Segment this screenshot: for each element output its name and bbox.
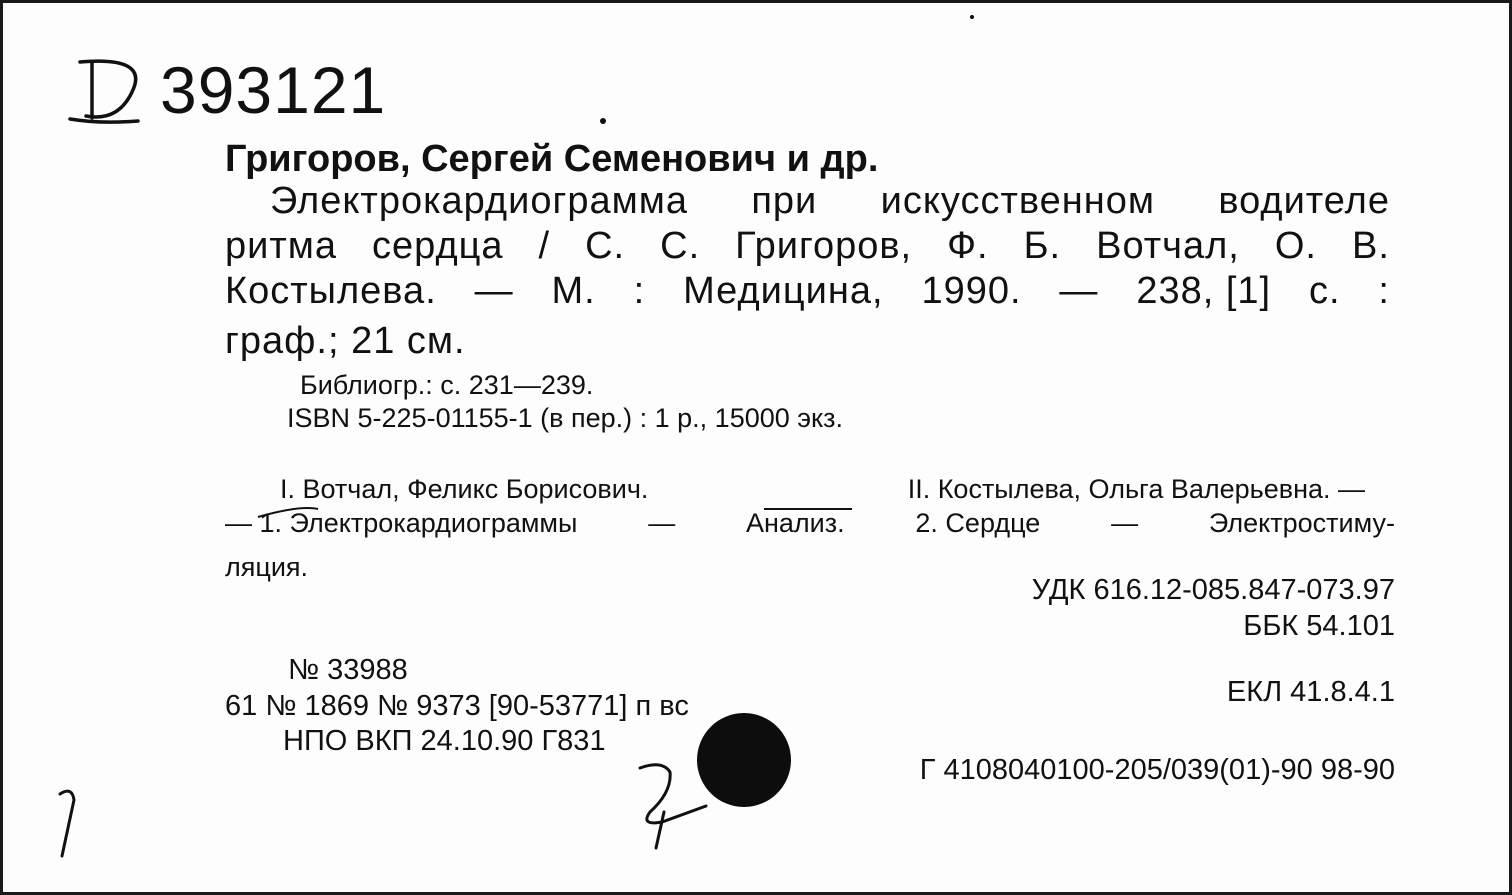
speck (600, 118, 606, 124)
print-info-line-3: НПО ВКП 24.10.90 Г831 (283, 725, 606, 757)
desc-word: С. (660, 225, 701, 267)
desc-word: : (633, 270, 646, 312)
desc-word: О. (1274, 225, 1317, 267)
desc-word: водителе (1218, 180, 1390, 222)
desc-word: Б. (1023, 225, 1062, 267)
description-line-2 (225, 225, 1390, 268)
description-line-3 (225, 270, 1390, 313)
desc-word: — (1059, 270, 1099, 312)
desc-word: Медицина, (683, 270, 884, 312)
desc-word: Вотчал, (1096, 225, 1240, 267)
tracing-entry: — (1111, 508, 1139, 538)
ekl-classification: ЕКЛ 41.8.4.1 (1226, 676, 1395, 708)
desc-word: : (1378, 270, 1390, 312)
publisher-code: Г 4108040100-205/039(01)-90 98-90 (919, 754, 1395, 786)
desc-word: ритма (225, 225, 338, 267)
print-info-line-2: 61 № 1869 № 9373 [90-53771] п вс (225, 690, 689, 722)
desc-word: искусственном (880, 180, 1155, 222)
tracing-entry: — 1. Электрокардиограммы (225, 508, 578, 538)
tracing-entry: — (648, 508, 676, 538)
desc-word: Григоров, (735, 225, 913, 267)
desc-word: сердца (372, 225, 504, 267)
bbk-classification: ББК 54.101 (1243, 610, 1395, 642)
tracing-entry: II. Костылева, Ольга Валерьевна. — (907, 474, 1365, 504)
handwritten-7-mark (60, 791, 74, 856)
tracing-entry: 2. Сердце (915, 508, 1041, 538)
bibliography-note: Библиогр.: с. 231—239. (300, 370, 594, 400)
call-number: 393121 (160, 53, 387, 127)
desc-word: С. (585, 225, 626, 267)
description-line-4: граф.; 21 см. (225, 320, 466, 362)
desc-word: М. (551, 270, 596, 312)
print-info-line-1: № 33988 (288, 654, 408, 686)
desc-word: — (474, 270, 514, 312)
tracing-entry: Анализ. (745, 508, 845, 538)
ink-stamp-dot (697, 713, 791, 807)
tracing-line-3: ляция. (225, 552, 309, 582)
author-heading: Григоров, Сергей Семенович и др. (225, 138, 879, 180)
isbn-note: ISBN 5-225-01155-1 (в пер.) : 1 р., 15000 экз. (287, 403, 844, 433)
desc-word: при (751, 180, 818, 222)
desc-word: В. (1352, 225, 1390, 267)
handwritten-2-mark (640, 765, 706, 848)
tracing-line-1 (280, 474, 1365, 505)
desc-word: / (538, 225, 551, 267)
udk-classification: УДК 616.12-085.847-073.97 (1031, 574, 1395, 606)
desc-word: Ф. (947, 225, 989, 267)
desc-word: Электрокардиограмма (270, 180, 688, 222)
desc-word: 1990. (921, 270, 1022, 312)
tracing-line-2 (225, 508, 1395, 539)
desc-word: с. (1308, 270, 1341, 312)
desc-word: Костылева. (225, 270, 437, 312)
tracing-entry: I. Вотчал, Феликс Борисович. (280, 474, 649, 504)
description-line-1 (270, 180, 1390, 223)
tracing-entry: Электростиму- (1208, 508, 1395, 538)
desc-word: 238, [1] (1136, 270, 1272, 312)
handwritten-d-mark (70, 61, 138, 122)
speck (970, 15, 974, 19)
